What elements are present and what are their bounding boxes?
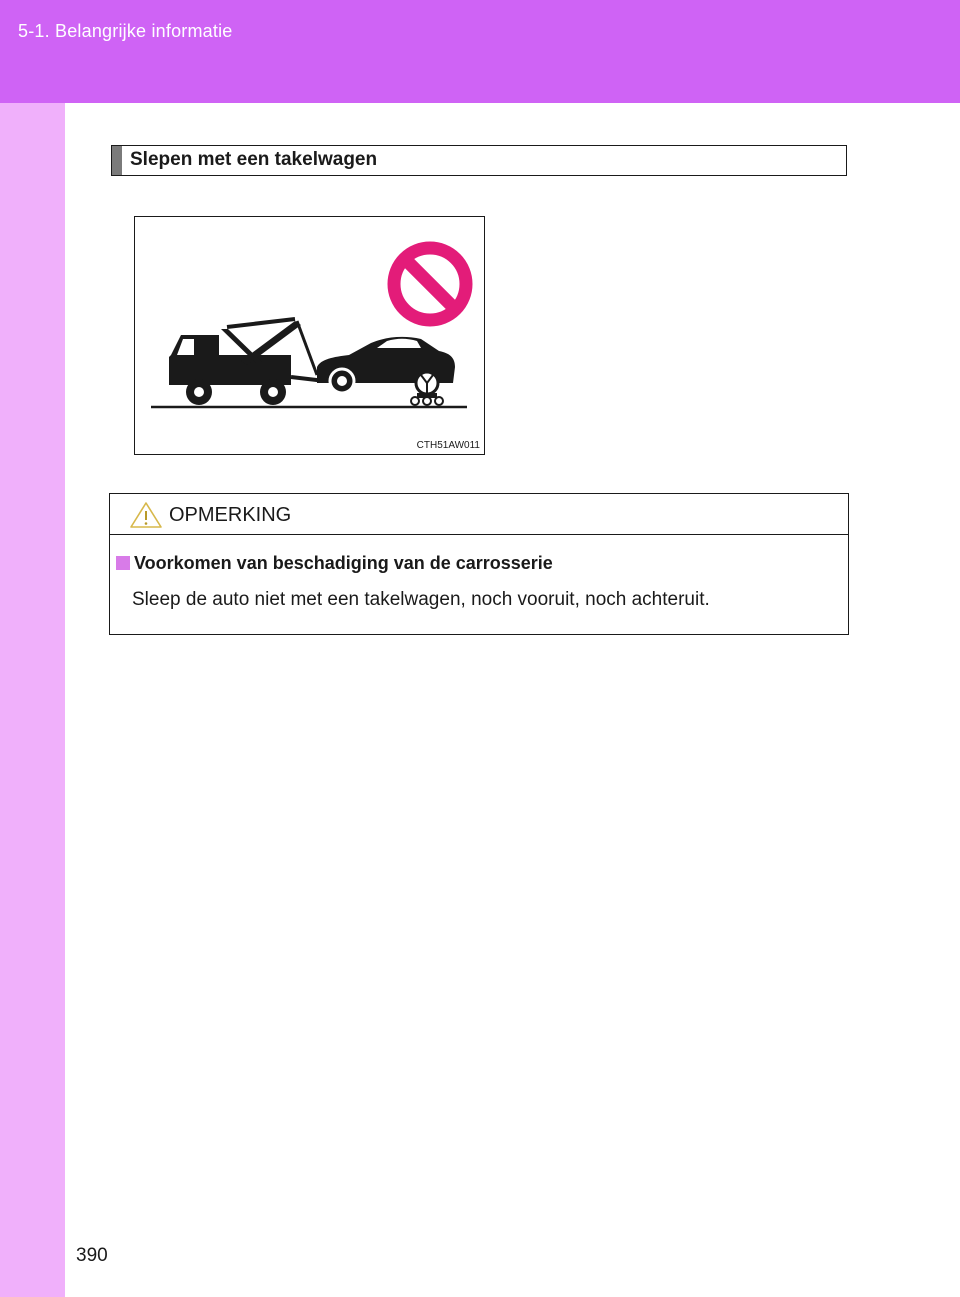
- figure-code: CTH51AW011: [416, 440, 480, 451]
- notice-body-text: Sleep de auto niet met een takelwagen, noch vooruit, noch achteruit.: [132, 589, 710, 610]
- notice-item-title: [116, 553, 553, 574]
- section-heading: [111, 145, 847, 176]
- section-label: 5-1. Belangrijke informatie: [18, 21, 233, 41]
- tow-truck-illustration: [134, 216, 485, 455]
- car-icon: [317, 337, 455, 405]
- warning-triangle-icon: [129, 501, 163, 529]
- prohibition-icon: [394, 248, 466, 320]
- notice-item-title-text: Voorkomen van beschadiging van de carrosserie: [134, 553, 553, 573]
- tow-truck-icon: [169, 319, 325, 405]
- notice-title: OPMERKING: [169, 504, 292, 526]
- tow-truck-drawing: [135, 217, 484, 454]
- header-bar: [0, 0, 960, 103]
- page-number: 390: [76, 1245, 108, 1266]
- heading-accent-bar: [112, 146, 122, 175]
- bullet-square-icon: [116, 556, 130, 570]
- notice-header: [110, 494, 848, 535]
- side-margin: [0, 103, 65, 1297]
- notice-box: [109, 493, 849, 635]
- heading-title: Slepen met een takelwagen: [130, 149, 378, 170]
